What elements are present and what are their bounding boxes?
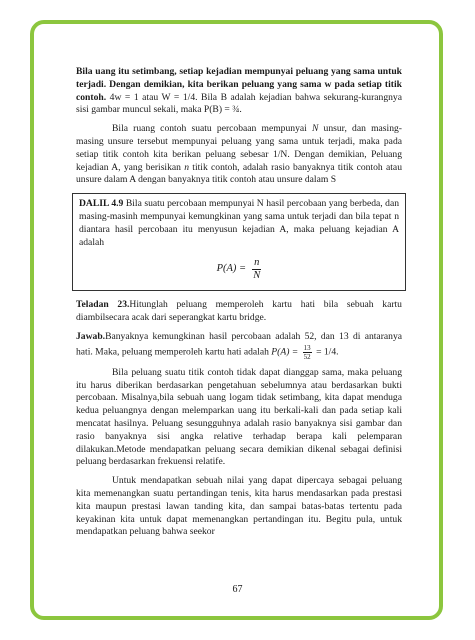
paragraph-unequal-probability: Bila peluang suatu titik contoh tidak dapat dianggap sama, maka peluang itu harus diberikan berdasarkan pengetahuan sebelumnya atau berdasarkan bukti percobaan. Misalnya,bila sebuah uang logam tidak setimbang, kita dapat menduga kedua peluangnya dengan melemparkan uang itu berkali-kali dan pada setiap kali mencatat hasilnya. Peluang sesungguhnya adalah rasio banyaknya sisi gambar dan rasio banyaknya sisi angka relative terhadap berapa kali pelemparan dilakukan.Metode mendapatkan peluang secara demikian dikenal sebagai definisi peluang berdasarkan frekuensi relatife.	[76, 366, 402, 468]
answer-text: Banyaknya kemungkinan hasil percobaan adalah 52, dan 13 di antaranya hati. Maka, peluang memperoleh kartu hati adalah	[76, 330, 402, 358]
bold-statement: Bila uang itu setimbang, setiap kejadian mempunyai peluang yang sama untuk terjadi. Dengan demikian, kita berikan peluang yang sama w pada setiap titik contoh.	[76, 66, 402, 103]
coin-example-text: 4w = 1 atau W = 1/4. Bila B adalah kejadian bahwa sekurang-kurangnya sisi gambar muncul sekali, maka P(B) = ¾.	[76, 91, 402, 116]
theorem-box	[72, 193, 406, 291]
theorem-label: DALIL 4.9	[79, 198, 124, 210]
paragraph-tennis: Untuk mendapatkan sebuah nilai yang dapat dipercaya sebagai peluang kita memenangkan suatu pertandingan tenis, kita harus mendasarkan pada prestasi kita maupun prestasi lawan tanding kita, dan sampai batas-batas tertentu pada keyakinan kita untuk dapat memenangkan pertandingan itu. Begitu pula, untuk mendapatkan peluang bahwa seekor	[76, 475, 402, 538]
paragraph-answer	[76, 331, 402, 361]
formula-numerator: n	[254, 257, 260, 269]
answer-fraction: $\frac{13}{52}$	[303, 343, 311, 361]
example-text: Hitunglah peluang memperoleh kartu hati bila sebuah kartu diambilsecara acak dari seperangkat kartu bridge.	[76, 299, 402, 324]
theorem-statement	[79, 198, 399, 249]
formula-fraction	[252, 257, 261, 282]
formula-lhs: P(A) =	[216, 263, 247, 275]
theorem-text: Bila suatu percobaan mempunyai N hasil percobaan yang berbeda, dan masing-masinh mempunyai kemungkinan yang sama untuk terjadi dan bila tepat n diantara hasil percobaan itu menyusun kejadian A, maka peluang kejadian A adalah	[79, 198, 400, 248]
probability-formula	[79, 257, 399, 282]
formula-denominator: N	[253, 270, 261, 282]
answer-result: = 1/4.	[313, 346, 339, 358]
example-label: Teladan 23.	[76, 299, 130, 311]
page-content	[76, 66, 402, 545]
paragraph-sample-space: Bila ruang contoh suatu percobaan mempunyai N unsur, dan masing-masing unsure tersebut mempunyai peluang yang sama untuk terjadi, maka pada setiap titik contoh kita berikan peluang sebesar 1/N. Dengan demikian, Peluang kejadian A, yang berisikan n titik contoh, adalah rasio banyaknya titik contoh atau unsure dalam A dengan banyaknya titik contoh atau unsure dalam S	[76, 123, 402, 186]
paragraph-coin-example	[76, 66, 402, 117]
page-number: 67	[232, 584, 243, 595]
paragraph-example	[76, 299, 402, 325]
answer-expression: P(A) =	[271, 346, 299, 358]
answer-label: Jawab.	[76, 330, 106, 342]
